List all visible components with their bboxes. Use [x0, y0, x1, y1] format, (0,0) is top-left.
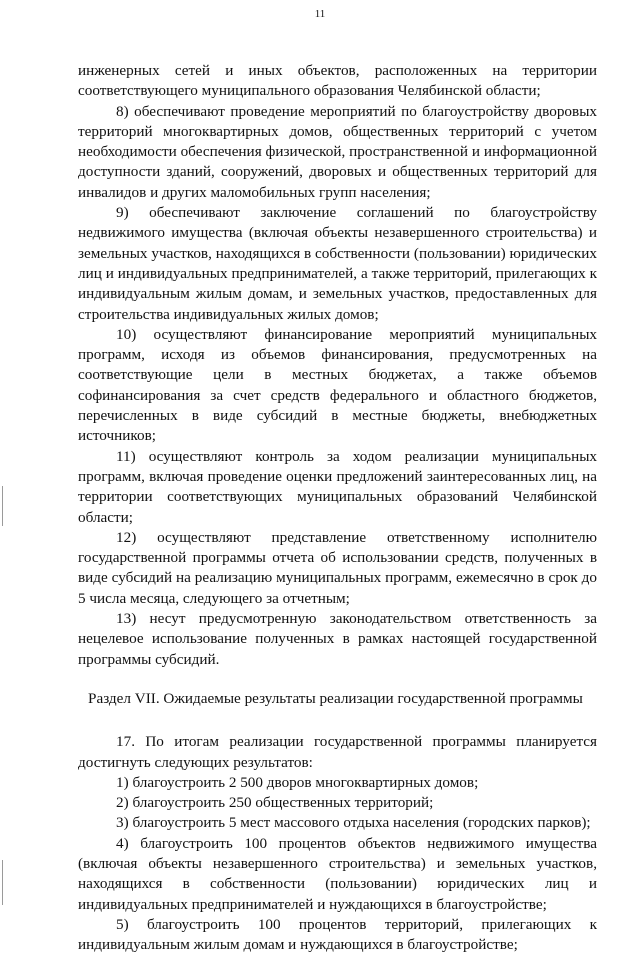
paragraph-item-11: 11) осуществляют контроль за ходом реализации муниципальных программ, включая проведение оценки предложений заинтересованных лиц, на территории соответствующих муниципальных образований Челябинской области;	[78, 447, 597, 526]
scan-edge-mark	[2, 486, 3, 526]
result-item-2: 2) благоустроить 250 общественных территорий;	[116, 794, 434, 812]
result-item-1: 1) благоустроить 2 500 дворов многоквартирных домов;	[116, 773, 479, 791]
paragraph-item-10: 10) осуществляют финансирование мероприятий муниципальных программ, исходя из объемов финансирования, предусмотренных на соответствующие цели в местных бюджетах, а также объемов софинансирования за счет средств федерального и областного бюджетов, перечисленных в виде субсидий в местные бюджеты, внебюджетных источников;	[78, 325, 597, 445]
paragraph-item-13: 13) несут предусмотренную законодательством ответственность за нецелевое использование полученных в рамках настоящей государственной программы субсидий.	[78, 610, 597, 668]
scan-edge-mark	[2, 860, 3, 905]
paragraph-item-9: 9) обеспечивают заключение соглашений по благоустройству недвижимого имущества (включая объекты незавершенного строительства) и земельных участков, находящихся в собственности (пользовании) юридических лиц и индивидуальных предпринимателей, а также территорий, прилегающих к индивидуальным жилым домам, и земельных участков, предоставленных для строительства индивидуальных жилых домов;	[78, 204, 597, 323]
result-item-4: 4) благоустроить 100 процентов объектов недвижимого имущества (включая объекты незавершенного строительства) и земельных участков, находящихся в собственности (пользовании) юридических лиц и индивидуальных предпринимателей и нуждающихся в благоустройстве;	[78, 834, 597, 913]
paragraph-continuation: инженерных сетей и иных объектов, расположенных на территории соответствующего муниципального образования Челябинской области;	[78, 62, 597, 100]
result-item-5: 5) благоустроить 100 процентов территорий, прилегающих к индивидуальным жилым домам и нуждающихся в благоустройстве;	[78, 915, 597, 954]
paragraph-item-12: 12) осуществляют представление ответственному исполнителю государственной программы отчета об использовании средств, полученных в виде субсидий на реализацию муниципальных программ, ежемесячно в срок до 5 числа месяца, следующего за отчетным;	[78, 528, 597, 607]
result-item-3: 3) благоустроить 5 мест массового отдыха населения (городских парков);	[116, 814, 591, 832]
document-body	[78, 61, 597, 955]
page-number: 11	[314, 8, 326, 20]
paragraph-17: 17. По итогам реализации государственной программы планируется достигнуть следующих результатов:	[78, 733, 597, 771]
paragraph-item-8: 8) обеспечивают проведение мероприятий по благоустройству дворовых территорий многоквартирных домов, общественных территорий с учетом необходимости обеспечения физической, пространственной и информационной доступности зданий, сооружений, дворовых и общественных территорий для инвалидов и других маломобильных групп населения;	[78, 102, 597, 201]
section-heading: Раздел VII. Ожидаемые результаты реализации государственной программы	[88, 689, 583, 707]
